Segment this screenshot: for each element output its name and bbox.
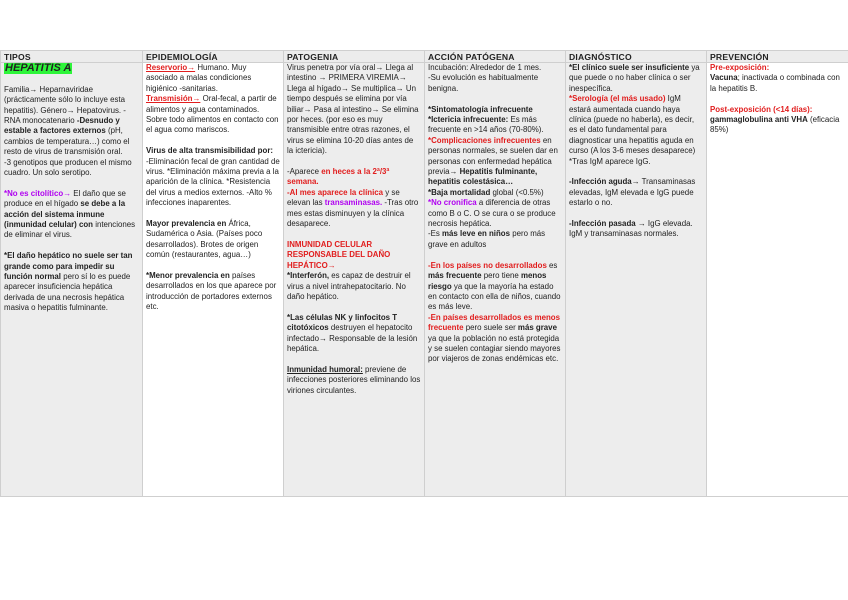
- acc-mortalidad: *Baja mortalidad global (<0.5%): [428, 187, 544, 197]
- header-patogenia: PATOGENIA: [284, 51, 425, 63]
- pat-viremia: Virus penetra por vía oral→ Llega al intestino → PRIMERA VIREMIA→ Llega al hígado→ Se multiplica→ Un tiempo después se elimina por vía biliar→ Pasa al intestino→ Se elimina por heces. (por eso es muy transmisible entre otras razones, el virus se elimina 10-20 días antes de la ictericia).: [287, 63, 419, 156]
- epi-transmision: Transmisión→ Oral-fecal, a partir de alimentos y agua contaminados. Sobre todo alimentos en contacto con el agua como mariscos.: [146, 94, 279, 135]
- pat-interferon: *Interferón, es capaz de destruir el virus a nivel intrahepatocitario. No daño hepático.: [287, 271, 411, 301]
- cell-epidemiologia: [143, 63, 284, 497]
- pat-heces: -Aparece en heces a la 2ª/3ª semana.: [287, 167, 390, 187]
- header-tipos: TIPOS: [1, 51, 143, 63]
- acc-leve-ninos: -Es más leve en niños pero más grave en adultos: [428, 229, 546, 249]
- acc-ictericia: *Ictericia infrecuente: Es más frecuente en >14 años (70-80%).: [428, 115, 544, 135]
- epi-alta-title: Virus de alta transmisibilidad por:: [146, 146, 274, 156]
- epi-menor-prevalencia: *Menor prevalencia en países desarrollados en los que aparece por introducción de portadores externos etc.: [146, 271, 277, 312]
- cell-accion-patogena: [425, 63, 566, 497]
- epi-reservorio: Reservorio→ Humano. Muy asociado a malas condiciones higiénico -sanitarias.: [146, 63, 252, 93]
- header-prevencion: PREVENCIÓN: [707, 51, 848, 63]
- tipos-citolitico: *No es citolítico→ El daño que se produce en el hígado se debe a la acción del sistema inmune (inmunidad celular) con intenciones de eliminar el virus.: [4, 188, 136, 240]
- cell-prevencion: [707, 63, 848, 497]
- summary-table: [0, 50, 848, 497]
- acc-incubacion: Incubación: Alrededor de 1 mes.: [428, 63, 542, 72]
- epi-alta-list: -Eliminación fecal de gran cantidad de virus. *Eliminación máxima previa a la aparición de la clínica. *Resistencia del virus a medios externos. -Alto % infecciones inaparentes.: [146, 156, 280, 208]
- header-row: [1, 51, 848, 63]
- cell-diagnostico: [566, 63, 707, 497]
- prev-pre-exposicion: Pre-exposición:: [710, 63, 770, 72]
- pat-nk: *Las células NK y linfocitos T citotóxicos destruyen el hepatocito infectado→ Responsable de la lesión hepática.: [287, 312, 418, 353]
- hepatitis-a-title: HEPATITIS A: [5, 62, 72, 74]
- acc-desarrollados: -En países desarrollados es menos frecuente pero suele ser más grave ya que la población no está protegida y se suelen contagiar siendo mayores por viajeros de zonas endémicas etc.: [428, 312, 561, 364]
- content-row: [1, 63, 848, 497]
- diag-pasada: -Infección pasada → IgG elevada. IgM y transaminasas normales.: [569, 219, 693, 239]
- diag-serologia: *Serología (el más usado) IgM estará aumentada cuando haya clínica (puede no haberla), es decir, es el dato fundamental para diagnosticar una hepatitis aguda en curso (A los 3-6 meses desaparece) *Tras IgM aparece IgG.: [569, 94, 696, 166]
- header-accion-patogena: ACCIÓN PATÓGENA: [425, 51, 566, 63]
- cell-tipos: [1, 63, 143, 497]
- prev-vacuna: Vacuna; inactivada o combinada con la hepatitis B.: [710, 73, 840, 93]
- tipos-genotipos: -3 genotipos que producen el mismo cuadro. Un solo serotipo.: [4, 157, 132, 178]
- header-epidemiologia: EPIDEMIOLOGÍA: [143, 51, 284, 63]
- acc-evolucion: -Su evolución es habitualmente benigna.: [428, 73, 539, 93]
- pat-clinica: -Al mes aparece la clínica y se elevan las transaminasas. -Tras otro mes estas disminuyen y la clínica desaparece.: [287, 187, 419, 229]
- pat-inmunidad-title: INMUNIDAD CELULAR RESPONSABLE DEL DAÑO HEPÁTICO→: [287, 239, 391, 270]
- prev-post-exposicion: Post-exposición (<14 días):: [710, 104, 813, 114]
- prev-gammaglobulina: gammaglobulina anti VHA (eficacia 85%): [710, 115, 840, 135]
- header-diagnostico: DIAGNÓSTICO: [566, 51, 707, 63]
- tipos-dano-hepatico: *El daño hepático no suele ser tan grande como para impedir su función normal pero sí lo es puede aparecer insuficiencia hepática derivada de una necrosis hepática masiva o hepatitis fulminante.: [4, 251, 133, 313]
- pat-humoral: Inmunidad humoral: previene de infecciones posteriores eliminando los viriones circulantes.: [287, 364, 421, 395]
- acc-cronifica: *No cronifica a diferencia de otras como B o C. O se cura o se produce necrosis hepática.: [428, 198, 556, 229]
- acc-no-desarrollados: -En los países no desarrollados es más frecuente pero tiene menos riesgo ya que la mayoría ha estado en contacto con ella de niños, cuando es más leve.: [428, 260, 561, 312]
- acc-complicaciones: *Complicaciones infrecuentes en personas normales, se suelen dar en personas con enfermedad hepática previa→ Hepatitis fulminante, hepatitis colestásica…: [428, 135, 558, 187]
- tipos-familia: Familia→ Heparnaviridae (prácticamente sólo lo incluye esta hepatitis). Género→ Hepatovirus. -RNA monocatenario -Desnudo y estable a factores externos (pH, cambios de temperatura…) como el resto de virus de transmisión oral.: [4, 84, 130, 157]
- acc-sintomatologia: *Sintomatología infrecuente: [428, 104, 533, 114]
- diag-aguda: -Infección aguda→ Transaminasas elevadas, IgM elevada e IgG puede estarlo o no.: [569, 177, 696, 208]
- cell-patogenia: [284, 63, 425, 497]
- epi-mayor-prevalencia: Mayor prevalencia en África, Sudamérica o Asia. (Países poco desarrollados). Brotes de origen común (restaurantes, agua…): [146, 219, 263, 260]
- diag-clinico: *El clínico suele ser insuficiente ya que puede o no haber clínica o ser inespecífica.: [569, 63, 700, 93]
